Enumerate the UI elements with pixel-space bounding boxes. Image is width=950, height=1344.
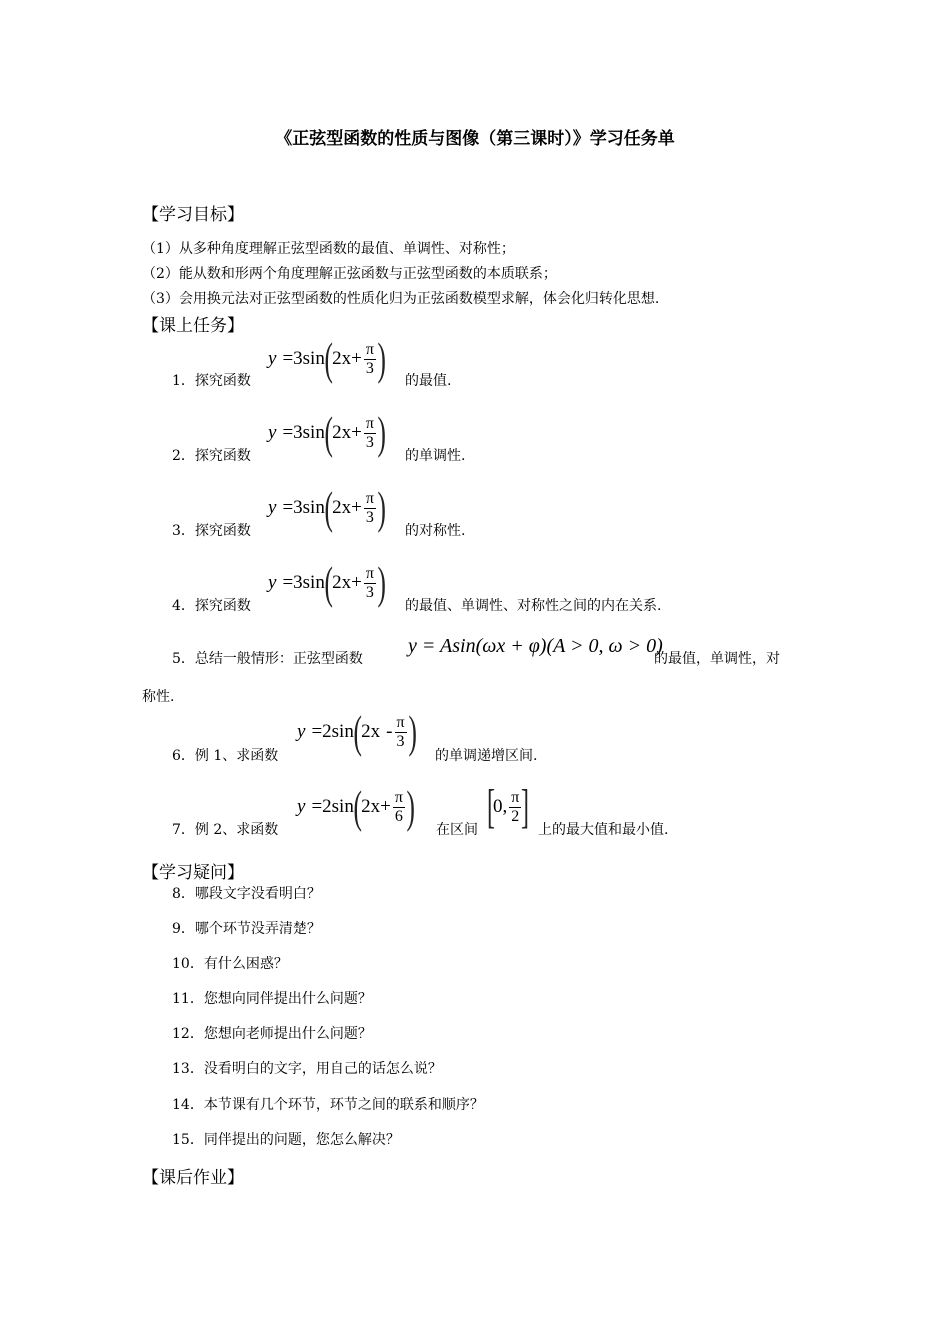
- task-4-prefix: 4．探究函数: [172, 598, 251, 614]
- formula-y-3sin: y = 3 sin ( 2x + $\frac{\pi}{3}$ ): [268, 557, 386, 608]
- formula-general-sinusoid: y = Asin(ωx + φ)(A > 0, ω > 0): [408, 634, 663, 657]
- formula-y-2sin-minus: y = 2 sin ( 2x - $\frac{\pi}{3}$ ): [297, 706, 417, 757]
- task-3-prefix: 3．探究函数: [172, 523, 251, 539]
- question-item: 13．没看明白的文字，用自己的话怎么说？: [172, 1061, 442, 1077]
- task-7-prefix: 7．例 2、求函数: [172, 822, 279, 838]
- task-4-suffix: 的最值、单调性、对称性之间的内在关系.: [405, 598, 662, 614]
- task-2-suffix: 的单调性.: [405, 448, 466, 464]
- formula-y-2sin-plus: y = 2 sin ( 2x + $\frac{\pi}{6}$ ): [297, 781, 415, 832]
- section-learning-goals: 【学习目标】: [142, 205, 244, 225]
- goal-item: （1）从多种角度理解正弦型函数的最值、单调性、对称性；: [142, 241, 515, 257]
- task-5-suffix: 的最值，单调性，对: [654, 651, 780, 667]
- formula-interval: [ 0, $\frac{\pi}{2}$ ]: [486, 780, 530, 833]
- section-homework: 【课后作业】: [142, 1168, 244, 1188]
- section-class-tasks: 【课上任务】: [142, 316, 244, 336]
- formula-y-3sin: y = 3 sin ( 2x + $\frac{\pi}{3}$ ): [268, 333, 386, 384]
- question-item: 9．哪个环节没弄清楚？: [172, 921, 321, 937]
- formula-y-3sin: y = 3 sin ( 2x + $\frac{\pi}{3}$ ): [268, 482, 386, 533]
- task-6-suffix: 的单调递增区间.: [435, 748, 538, 764]
- question-item: 12．您想向老师提出什么问题？: [172, 1026, 372, 1042]
- task-6-prefix: 6．例 1、求函数: [172, 748, 279, 764]
- task-5-prefix: 5．总结一般情形：正弦型函数: [172, 651, 363, 667]
- question-item: 8．哪段文字没看明白？: [172, 886, 321, 902]
- question-item: 15．同伴提出的问题，您怎么解决？: [172, 1132, 400, 1148]
- task-5-continuation: 称性.: [142, 689, 175, 705]
- question-item: 14．本节课有几个环节，环节之间的联系和顺序？: [172, 1097, 484, 1113]
- formula-y-3sin: y = 3 sin ( 2x + $\frac{\pi}{3}$ ): [268, 407, 386, 458]
- goal-item: （2）能从数和形两个角度理解正弦函数与正弦型函数的本质联系；: [142, 266, 557, 282]
- goal-item: （3）会用换元法对正弦型函数的性质化归为正弦函数模型求解，体会化归转化思想.: [142, 291, 660, 307]
- question-item: 11．您想向同伴提出什么问题？: [172, 991, 372, 1007]
- task-7-suffix: 上的最大值和最小值.: [538, 822, 669, 838]
- task-7-middle: 在区间: [436, 822, 478, 838]
- document-title: 《正弦型函数的性质与图像（第三课时）》学习任务单: [275, 129, 675, 149]
- task-1-prefix: 1．探究函数: [172, 373, 251, 389]
- task-2-prefix: 2．探究函数: [172, 448, 251, 464]
- task-3-suffix: 的对称性.: [405, 523, 466, 539]
- question-item: 10．有什么困惑？: [172, 956, 288, 972]
- task-1-suffix: 的最值.: [405, 373, 452, 389]
- section-learning-questions: 【学习疑问】: [142, 863, 244, 883]
